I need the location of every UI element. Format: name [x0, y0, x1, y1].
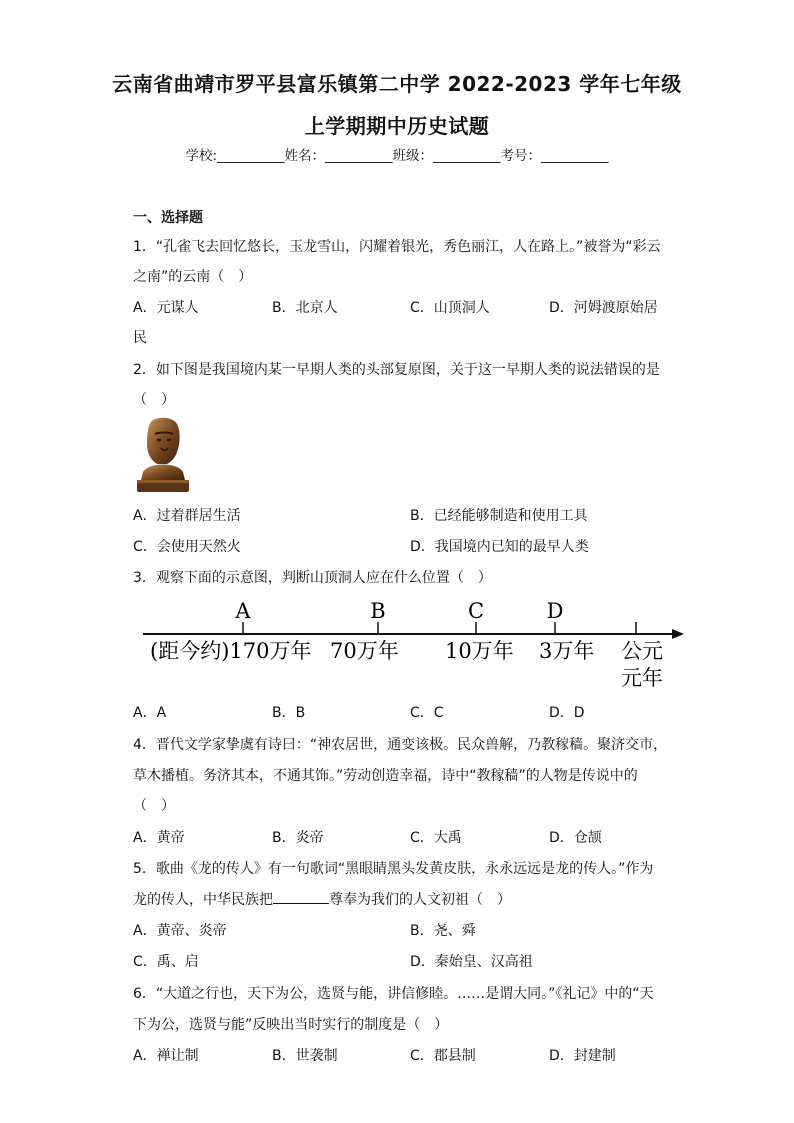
q5-option-b: B．尧、舜 — [410, 923, 476, 939]
question-6-line-2: 下为公，选贤与能”反映出当时实行的制度是（ ） — [133, 1017, 449, 1033]
document-title-line-2: 上学期期中历史试题 — [304, 114, 490, 138]
question-4-line-2: 草木播植。务济其本，不通其饰。”劳动创造幸福，诗中“教稼穑”的人物是传说中的 — [133, 768, 638, 784]
q2-option-b: B．已经能够制造和使用工具 — [410, 508, 588, 524]
question-3-line-1: 3．观察下面的示意图，判断山顶洞人应在什么位置（ ） — [133, 570, 492, 586]
q6-option-b: B．世袭制 — [272, 1048, 338, 1064]
q1-option-b: B．北京人 — [272, 300, 338, 316]
q6-option-c: C．郡县制 — [410, 1048, 476, 1064]
axis-label-10wan: 10万年 — [445, 639, 514, 663]
question-2-line-2: （ ） — [133, 392, 175, 408]
question-4-line-1: 4．晋代文学家挚虞有诗曰：“神农居世，通变该极。民众兽解，乃教稼穑。聚济交市， — [133, 737, 668, 753]
question-4-line-3: （ ） — [133, 798, 175, 814]
q3-option-b: B．B — [272, 705, 306, 721]
section-heading: 一、选择题 — [133, 210, 203, 226]
question-5-line-1: 5．歌曲《龙的传人》有一句歌词“黑眼睛黑头发黄皮肤，永永远远是龙的传人。”作为 — [133, 861, 654, 877]
q2-option-a: A．过着群居生活 — [133, 508, 241, 524]
fill-in-blank[interactable] — [273, 889, 329, 904]
q4-option-d: D．仓颉 — [549, 830, 602, 846]
point-label-b: B — [370, 599, 386, 623]
early-human-bust-image — [133, 414, 191, 494]
question-1-line-2: 之南”的云南（ ） — [133, 269, 253, 285]
axis-label-70wan: 70万年 — [330, 639, 399, 663]
q4-option-a: A．黄帝 — [133, 830, 185, 846]
q2-option-c: C．会使用天然火 — [133, 539, 241, 555]
question-5-line-2-end: 尊奉为我们的人文初祖（ ） — [329, 892, 511, 908]
point-label-c: C — [467, 599, 485, 623]
q5-option-c: C．禹、启 — [133, 954, 199, 970]
timeline-diagram — [140, 596, 690, 696]
student-info-line: 学校:__________姓名：__________班级：__________考号：__________ — [185, 148, 609, 164]
question-1-line-1: 1．“孔雀飞去回忆悠长，玉龙雪山，闪耀着银光，秀色丽江，人在路上。”被誉为“彩云 — [133, 239, 661, 255]
q6-option-d: D．封建制 — [549, 1048, 616, 1064]
q5-option-a: A．黄帝、炎帝 — [133, 923, 227, 939]
q3-option-c: C．C — [410, 705, 444, 721]
q6-option-a: A．禅让制 — [133, 1048, 199, 1064]
axis-label-3wan: 3万年 — [539, 639, 595, 663]
timeline-arrow — [672, 629, 684, 639]
point-label-a: A — [235, 599, 251, 623]
q5-option-d: D．秦始皇、汉高祖 — [410, 954, 533, 970]
axis-label-170wan: (距今约)170万年 — [150, 639, 312, 663]
question-6-line-1: 6．“大道之行也，天下为公，选贤与能，讲信修睦。……是谓大同。”《礼记》中的“天 — [133, 986, 654, 1002]
question-5-line-2 — [133, 889, 511, 909]
q1-option-c: C．山顶洞人 — [410, 300, 490, 316]
q1-option-d-wrap: 民 — [133, 330, 147, 346]
point-label-d: D — [546, 599, 564, 623]
q2-option-d: D．我国境内已知的最早人类 — [410, 539, 589, 555]
q3-option-a: A．A — [133, 705, 167, 721]
q3-option-d: D．D — [549, 705, 585, 721]
q1-option-a: A．元谋人 — [133, 300, 199, 316]
q4-option-c: C．大禹 — [410, 830, 462, 846]
question-2-line-1: 2．如下图是我国境内某一早期人类的头部复原图，关于这一早期人类的说法错误的是 — [133, 362, 660, 378]
axis-label-yuannian: 元年 — [621, 666, 663, 690]
axis-label-gongyuan: 公元 — [621, 639, 663, 663]
document-title-line-1: 云南省曲靖市罗平县富乐镇第二中学 2022-2023 学年七年级 — [112, 72, 682, 96]
question-5-line-2-start: 龙的传人，中华民族把 — [133, 892, 273, 908]
q1-option-d: D．河姆渡原始居 — [549, 300, 658, 316]
q4-option-b: B．炎帝 — [272, 830, 324, 846]
